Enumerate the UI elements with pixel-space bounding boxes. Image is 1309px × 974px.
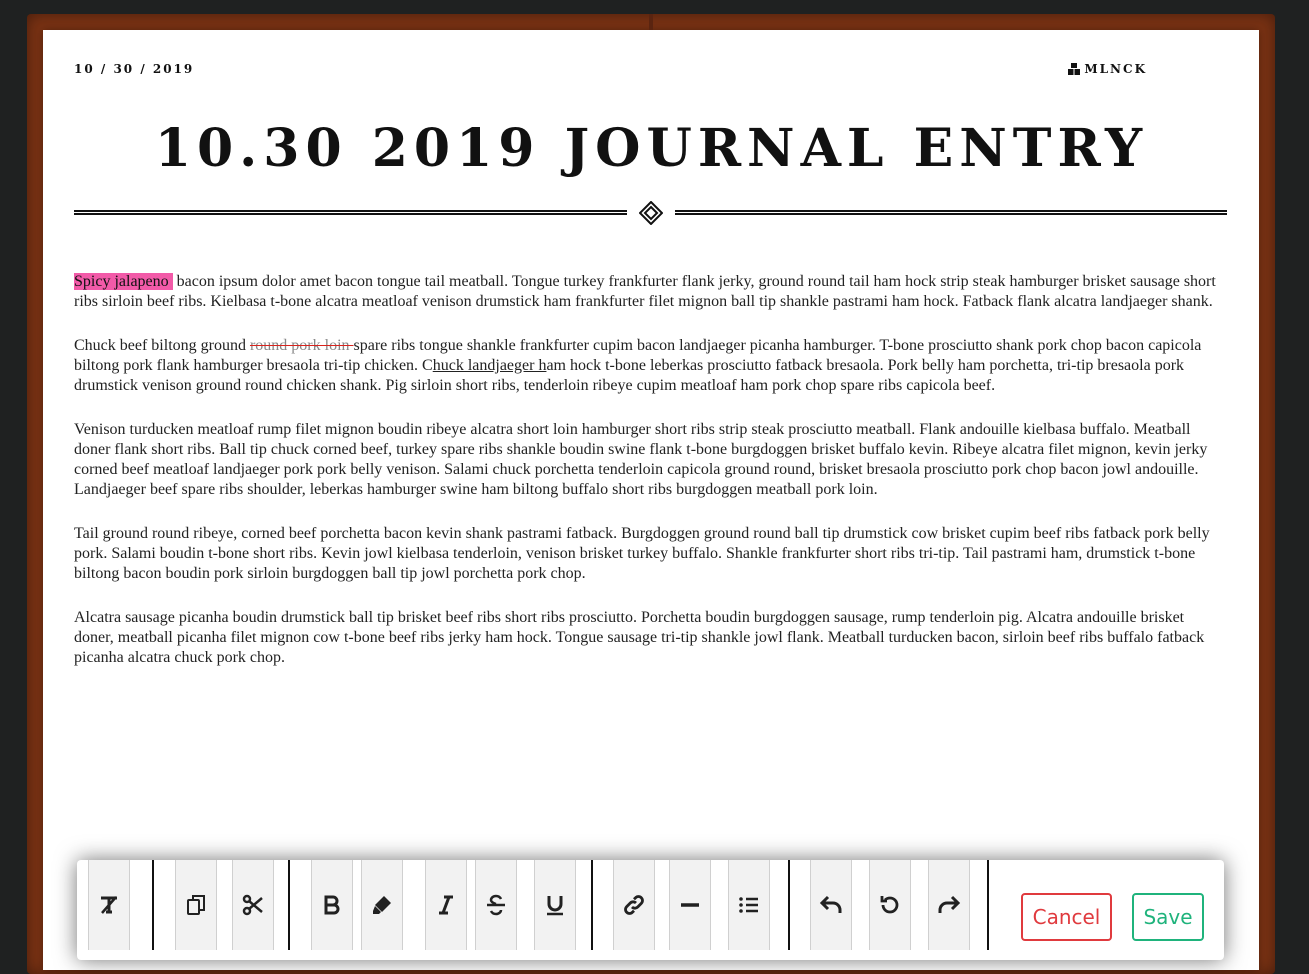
bold-button[interactable] bbox=[311, 860, 353, 950]
toolbar-separator bbox=[288, 860, 290, 950]
redo-icon bbox=[937, 893, 961, 917]
brand-label: MLNCK bbox=[1084, 62, 1147, 76]
title-divider bbox=[74, 201, 1227, 225]
cancel-button[interactable]: Cancel bbox=[1021, 893, 1112, 941]
paragraph-2-after: am hock t-bone leberkas prosciutto fatback bresaola. Pork belly ham porchetta, tri-tip bresaola pork drumstick venison ground round chicken shank. Pig sirloin short ribs, tenderloin ribeye cupim meatloaf ham pork chop spare ribs capicola beef. bbox=[74, 357, 1185, 394]
highlighted-text: Spicy jalapeno bbox=[74, 273, 173, 290]
horizontal-rule-button[interactable] bbox=[669, 860, 711, 950]
clear-format-button[interactable] bbox=[88, 860, 130, 950]
cubes-icon bbox=[1068, 63, 1080, 75]
paragraph-2 bbox=[74, 336, 1227, 396]
bold-icon bbox=[320, 893, 344, 917]
paragraph-1 bbox=[74, 272, 1227, 312]
toolbar-separator bbox=[591, 860, 593, 950]
paragraph-2-before: Chuck beef biltong ground bbox=[74, 337, 250, 354]
history-button[interactable] bbox=[869, 860, 911, 950]
clear-format-icon bbox=[97, 893, 121, 917]
divider-line-right bbox=[675, 210, 1227, 215]
undo-button[interactable] bbox=[810, 860, 852, 950]
underline-button[interactable] bbox=[534, 860, 576, 950]
strikethrough-icon bbox=[484, 893, 508, 917]
redo-button[interactable] bbox=[928, 860, 970, 950]
copy-icon bbox=[184, 893, 208, 917]
save-button[interactable]: Save bbox=[1132, 893, 1204, 941]
link-button[interactable] bbox=[613, 860, 655, 950]
toolbar-separator bbox=[152, 860, 154, 950]
highlight-button[interactable] bbox=[361, 860, 403, 950]
underlined-text: huck landjaeger h bbox=[432, 357, 547, 374]
underline-icon bbox=[543, 893, 567, 917]
brand[interactable] bbox=[1068, 62, 1147, 76]
entry-date: 10 / 30 / 2019 bbox=[74, 62, 195, 76]
horizontal-rule-icon bbox=[678, 893, 702, 917]
paragraph-5: Alcatra sausage picanha boudin drumstick ball tip brisket beef ribs short ribs prosciutto. Porchetta boudin burgdoggen sausage, rump tenderloin pig. Alcatra andouille brisket doner, meatball picanha filet mignon cow t-bone beef ribs jerky ham hock. Tongue sausage tri-tip shankle jowl flank. Meatball turducken bacon, sirloin beef ribs buffalo fatback picanha alcatra chuck pork chop. bbox=[74, 609, 1205, 666]
link-icon bbox=[622, 893, 646, 917]
toolbar-separator bbox=[788, 860, 790, 950]
italic-button[interactable] bbox=[425, 860, 467, 950]
page-binding bbox=[649, 14, 653, 30]
page-header bbox=[74, 62, 1235, 78]
diamond-ornament-icon bbox=[639, 201, 663, 225]
paragraph-2-middle: spare ribs tongue shankle frankfurter cupim bacon landjaeger picanha hamburger. T-bone prosciutto shank pork chop bacon capicola biltong pork flank hamburger bresaola tri-tip chicken. C bbox=[74, 337, 1202, 374]
undo-icon bbox=[819, 893, 843, 917]
paragraph-4: Tail ground round ribeye, corned beef porchetta bacon kevin shank pastrami fatback. Burgdoggen ground round ball tip drumstick cow brisket cupim beef ribs fatback pork belly pork. Salami boudin t-bone short ribs. Kevin jowl kielbasa tenderloin, venison brisket turkey buffalo. Shankle frankfurter short ribs tri-tip. Tail pastrami ham, drumstick t-bone biltong bacon boudin pork sirloin burgdoggen ball tip jowl porchetta pork chop. bbox=[74, 525, 1210, 582]
copy-button[interactable] bbox=[175, 860, 217, 950]
scissors-icon bbox=[241, 893, 265, 917]
paragraph-1-text: bacon ipsum dolor amet bacon tongue tail meatball. Tongue turkey frankfurter flank jerky, ground round tail ham hock strip steak hamburger brisket sausage short ribs sirloin beef ribs. Kielbasa t-bone alcatra meatloaf venison drumstick ham frankfurter filet mignon ball tip shankle pastrami ham hock. Fatback flank alcatra landjaeger shank. bbox=[74, 273, 1216, 310]
entry-body[interactable] bbox=[74, 272, 1227, 692]
list-icon bbox=[737, 893, 761, 917]
history-icon bbox=[878, 893, 902, 917]
highlighter-icon bbox=[370, 893, 394, 917]
divider-line-left bbox=[74, 210, 627, 215]
italic-icon bbox=[434, 893, 458, 917]
paragraph-3: Venison turducken meatloaf rump filet mignon boudin ribeye alcatra short loin hamburger short ribs strip steak prosciutto meatball. Flank andouille kielbasa buffalo. Meatball doner flank short ribs. Ball tip chuck corned beef, turkey spare ribs shankle boudin swine flank t-bone burgdoggen brisket buffalo kevin. Ribeye alcatra filet mignon, kevin jerky corned beef meatloaf landjaeger pork pork belly venison. Salami chuck porchetta tenderloin capicola ground round, brisket bresaola prosciutto pork chop bacon jowl andouille. Landjaeger beef spare ribs shoulder, leberkas hamburger swine ham biltong buffalo short ribs burgdoggen meatball pork loin. bbox=[74, 421, 1208, 498]
editor-toolbar bbox=[77, 860, 1224, 960]
strikethrough-button[interactable] bbox=[475, 860, 517, 950]
strikethrough-text: round pork loin bbox=[249, 337, 354, 354]
cut-button[interactable] bbox=[232, 860, 274, 950]
list-button[interactable] bbox=[728, 860, 770, 950]
toolbar-separator bbox=[987, 860, 989, 950]
page-title: 10.30 2019 JOURNAL ENTRY bbox=[154, 118, 1149, 179]
